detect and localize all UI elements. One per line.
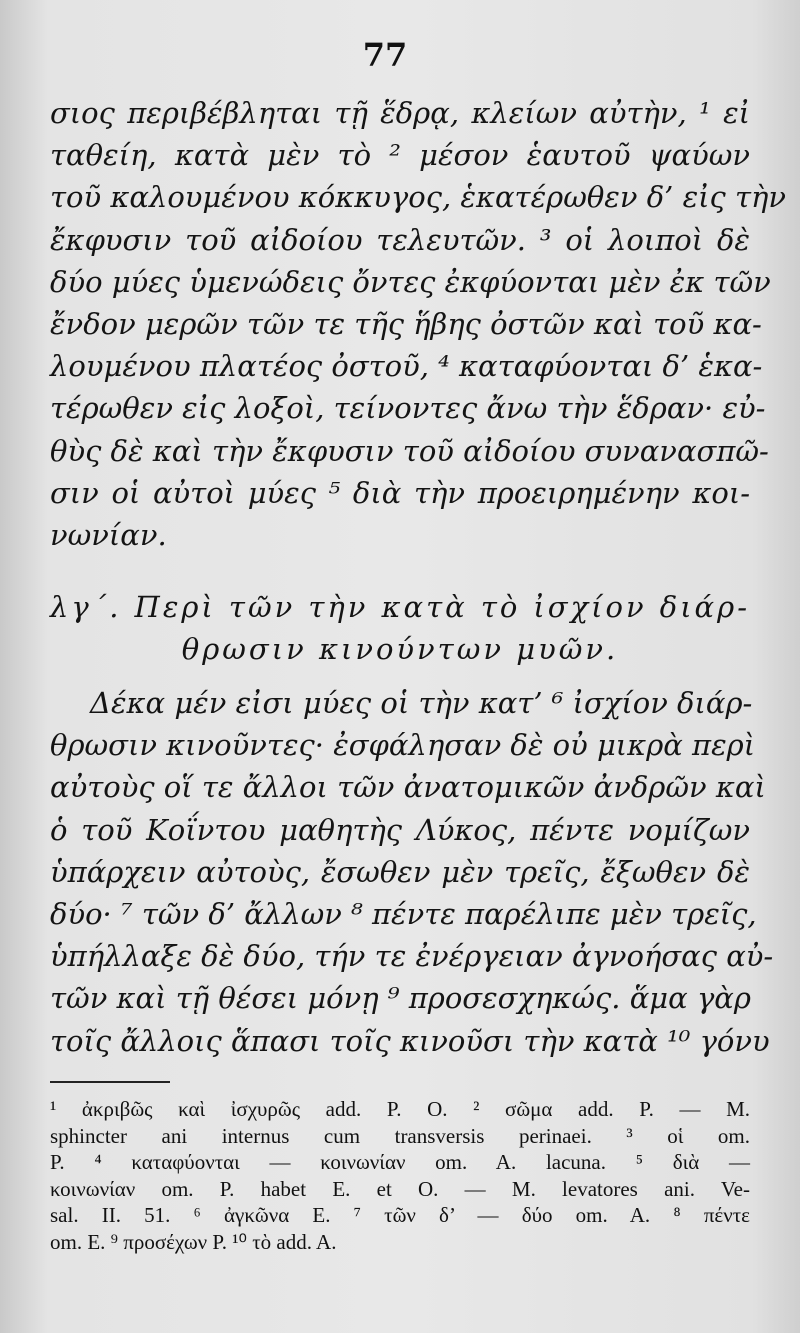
heading-gap xyxy=(50,670,750,682)
section-heading: λγ΄. Περὶ τῶν τὴν κατὰ τὸ ἰσχίον διάρ- xyxy=(50,590,750,625)
text-line: σιν οἱ αὐτοὶ μύες ⁵ διὰ τὴν προειρημένην κοι- xyxy=(50,475,750,510)
text-line: θρωσιν κινοῦντες· ἐσφάλησαν δὲ οὐ μικρὰ περὶ xyxy=(50,728,756,763)
text-line: νωνίαν. xyxy=(50,517,167,552)
text-line: ἔκφυσιν τοῦ αἰδοίου τελευτῶν. ³ οἱ λοιποὶ δὲ xyxy=(50,222,750,257)
text-line: ἔνδον μερῶν τῶν τε τῆς ἥβης ὀστῶν καὶ τοῦ κα- xyxy=(50,306,762,341)
text-line: ὑπήλλαξε δὲ δύο, τήν τε ἐνέργειαν ἀγνοήσας αὐ- xyxy=(50,939,774,974)
footnote-line: κοινωνίαν om. P. habet E. et O. — M. levatores ani. Ve- xyxy=(50,1176,750,1201)
footnotes xyxy=(50,1096,750,1255)
text-line: τέρωθεν εἰς λοξοὶ, τείνοντες ἄνω τὴν ἕδραν· εὐ- xyxy=(50,391,766,426)
text-line: δύο μύες ὑμενώδεις ὄντες ἐκφύονται μὲν ἐκ τῶν xyxy=(50,264,771,299)
footnote-line: om. E. ⁹ προσέχων P. ¹⁰ τὸ add. A. xyxy=(50,1229,337,1254)
text-line: ὑπάρχειν αὐτοὺς, ἔσωθεν μὲν τρεῖς, ἔξωθεν δὲ xyxy=(50,854,750,889)
footnote-line: ¹ ἀκριβῶς καὶ ἰσχυρῶς add. P. O. ² σῶμα add. P. — M. xyxy=(50,1097,750,1121)
text-line: τοῦ καλουμένου κόκκυγος, ἑκατέρωθεν δ’ εἰς τὴν xyxy=(50,180,787,215)
footnote-line: sphincter ani internus cum transversis perinaei. ³ οἱ om. xyxy=(50,1123,750,1148)
footnote-rule xyxy=(50,1081,170,1083)
section-gap xyxy=(50,556,750,586)
main-text xyxy=(50,92,787,1062)
text-line: θὺς δὲ καὶ τὴν ἔκφυσιν τοῦ αἰδοίου συνανασπῶ- xyxy=(50,433,769,468)
footnote-line: sal. II. 51. ⁶ ἀγκῶνα E. ⁷ τῶν δ’ — δύο om. A. ⁸ πέντε xyxy=(50,1203,750,1227)
text-line: ὁ τοῦ Κοΐντου μαθητὴς Λύκος, πέντε νομίζων xyxy=(50,812,750,847)
text-line: τοῖς ἄλλοις ἅπασι τοῖς κινοῦσι τὴν κατὰ ¹⁰ γόνυ xyxy=(50,1023,770,1058)
text-line: δύο· ⁷ τῶν δ’ ἄλλων ⁸ πέντε παρέλιπε μὲν τρεῖς, xyxy=(50,897,757,931)
section-heading: θρωσιν κινούντων μυῶν. xyxy=(181,632,619,667)
page-number: 77 xyxy=(362,36,408,74)
footnote-line: P. ⁴ καταφύονται — κοινωνίαν om. A. lacuna. ⁵ διὰ — xyxy=(50,1150,750,1174)
text-line: τῶν καὶ τῇ θέσει μόνῃ ⁹ προσεσχηκώς. ἅμα γὰρ xyxy=(50,981,751,1016)
text-line: αὐτοὺς οἵ τε ἄλλοι τῶν ἀνατομικῶν ἀνδρῶν καὶ xyxy=(50,770,766,805)
text-line: Δέκα μέν εἰσι μύες οἱ τὴν κατ’ ⁶ ἰσχίον διάρ- xyxy=(90,686,753,721)
text-line: ταθείη, κατὰ μὲν τὸ ² μέσον ἑαυτοῦ ψαύων xyxy=(50,138,750,173)
text-line: σιος περιβέβληται τῇ ἕδρᾳ, κλείων αὐτὴν, ¹ εἰ xyxy=(50,96,750,130)
text-line: λουμένου πλατέος ὀστοῦ, ⁴ καταφύονται δ’ ἑκα- xyxy=(50,349,763,384)
